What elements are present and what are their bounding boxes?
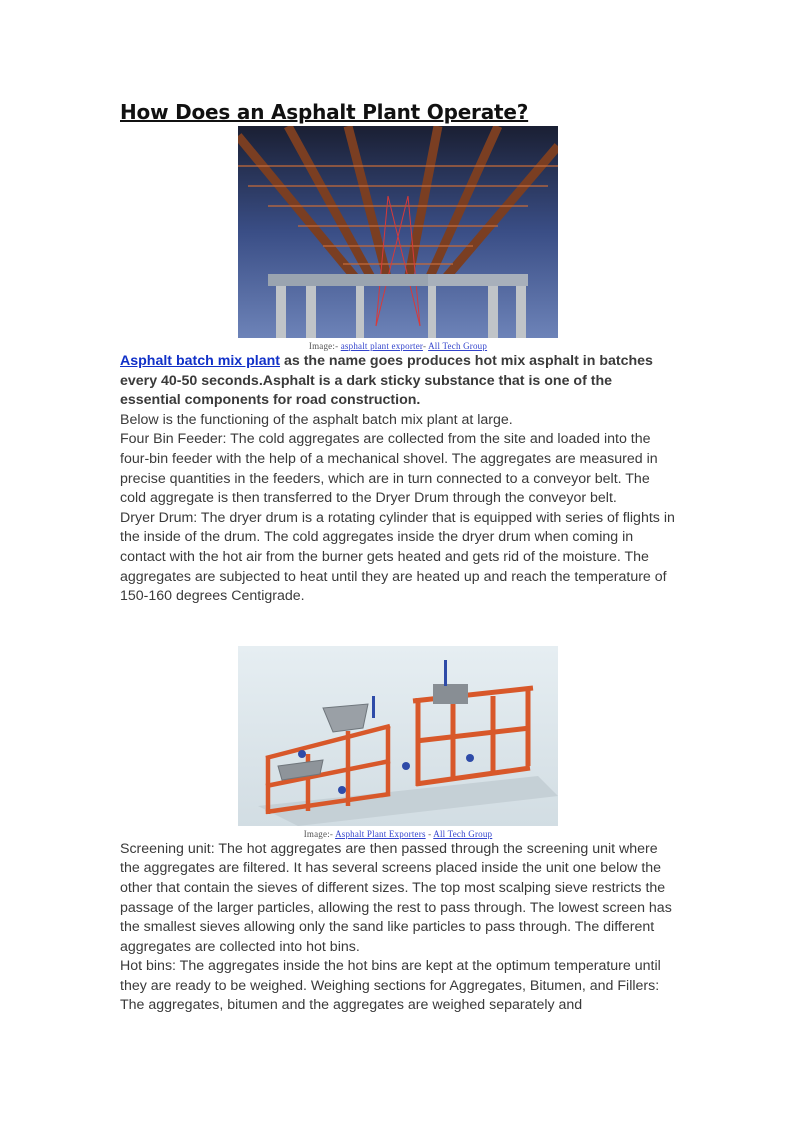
caption-link-alltech[interactable]: All Tech Group — [433, 828, 493, 839]
intro-text: as the name goes produces hot mix asphalt in batches every 40-50 seconds.Asphalt is a dark sticky substance that is one of the essential components for road construction. — [120, 353, 653, 409]
caption-link-alltech[interactable]: All Tech Group — [428, 341, 488, 351]
caption-prefix: Image:- — [303, 828, 336, 839]
paragraph: Below is the functioning of the asphalt batch mix plant at large. — [120, 411, 513, 428]
plant-image — [238, 646, 558, 826]
figure-caption — [120, 828, 676, 840]
figure-plant — [120, 646, 676, 840]
caption-separator: - — [422, 341, 429, 351]
paragraph: Dryer Drum: The dryer drum is a rotating cylinder that is equipped with series of flights in the inside of the drum. The cold aggregates inside the dryer drum when coming in contact with the hot air from the burner gets heated and gets rid of the moisture. The aggregates are subjected to heat until they are heated up and reach the temperature of 150-160 degrees Centigrade. — [120, 509, 675, 605]
paragraph: Hot bins: The aggregates inside the hot bins are kept at the optimum temperature until they are ready to be weighed. Weighing sections for Aggregates, Bitumen, and Fillers: The aggregates, bitumen and the aggregates are weighed separately and — [120, 958, 661, 1014]
document-page — [120, 98, 676, 1016]
bridge-image — [238, 126, 558, 338]
paragraph: Screening unit: The hot aggregates are then passed through the screening unit where the aggregates are filtered. It has several screens placed inside the unit one below the other that contain the sieves of different sizes. The top most scalping sieve restricts the passage of the larger particles, allowing the rest to pass through. The lowest screen has the smallest sieves allowing only the sand like particles to pass through. The different aggregates are collected into hot bins. — [120, 840, 672, 955]
caption-link-exporter[interactable]: asphalt plant exporter — [340, 341, 423, 351]
batch-mix-plant-link[interactable]: Asphalt batch mix plant — [120, 353, 281, 369]
caption-link-exporters[interactable]: Asphalt Plant Exporters — [335, 828, 426, 839]
caption-prefix: Image:- — [308, 341, 341, 351]
intro-paragraph — [120, 352, 676, 411]
page-title: How Does an Asphalt Plant Operate? — [120, 100, 529, 124]
figure-caption — [120, 340, 676, 352]
paragraph: Four Bin Feeder: The cold aggregates are collected from the site and loaded into the four-bin feeder with the help of a mechanical shovel. The aggregates are measured in precise quantities in the feeders, which are in turn connected to a conveyor belt. The cold aggregate is then transferred to the Dryer Drum through the conveyor belt. — [120, 431, 658, 507]
caption-separator: - — [425, 828, 434, 839]
figure-bridge — [120, 126, 676, 352]
